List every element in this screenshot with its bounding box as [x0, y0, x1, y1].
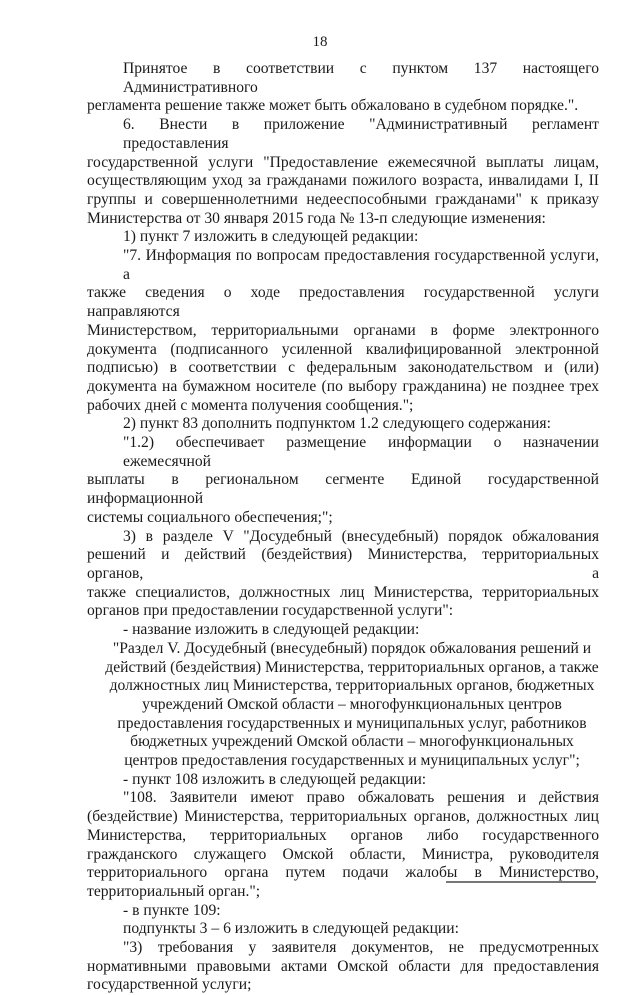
text-line: "7. Информация по вопросам предоставления государственной услуги, а [123, 247, 599, 283]
text-line: 3) в разделе V "Досудебный (внесудебный) порядок обжалования [123, 527, 599, 545]
text-line: Принятое в соответствии с пунктом 137 настоящего Административного [123, 60, 599, 96]
text-line: территориального органа путем подачи жалобы в Министерство, [87, 864, 599, 882]
text-line: Министерством, территориальными органами в форме электронного [87, 321, 599, 339]
text-line: органов при предоставлении государственной услуги": [87, 602, 454, 620]
text-line: документа на бумажном носителе (по выбору гражданина) не позднее трех [87, 377, 599, 395]
text-line: Министерства, территориальных органов либо государственного [87, 826, 599, 844]
text-line: государственной услуги; [87, 976, 252, 994]
text-line: также сведения о ходе предоставления государственной услуги направляются [87, 284, 599, 321]
text-line: подписью) в соответствии с федеральным законодательством и (или) [87, 359, 599, 377]
text-line: - название изложить в следующей редакции: [123, 621, 420, 639]
text-line: 2) пункт 83 дополнить подпунктом 1.2 следующего содержания: [123, 415, 551, 433]
text-line: выплаты в региональном сегменте Единой государственной информационной [87, 471, 599, 508]
text-line: Министерства от 30 января 2015 года № 13-п следующие изменения: [87, 209, 546, 227]
scan-artifact-line [446, 881, 596, 883]
text-line: 6. Внести в приложение "Административный регламент предоставления [123, 116, 599, 152]
text-line: "3) требования у заявителя документов, не предусмотренных [123, 939, 599, 957]
text-line: документа (подписанного усиленной квалифицированной электронной [87, 340, 599, 358]
text-line: - пункт 108 изложить в следующей редакции: [123, 770, 427, 788]
text-line: учреждений Омской области – многофункциональных центров [142, 695, 562, 713]
text-line: - в пункте 109: [123, 901, 221, 919]
text-line: рабочих дней с момента получения сообщения."; [87, 396, 414, 414]
text-line: должностных лиц Министерства, территориальных органов, бюджетных [109, 677, 595, 695]
text-line: 1) пункт 7 изложить в следующей редакции: [123, 228, 419, 246]
text-line: "Раздел V. Досудебный (внесудебный) порядок обжалования решений и [112, 639, 592, 657]
text-line: центров предоставления государственных и муниципальных услуг"; [124, 752, 580, 770]
text-line: также специалистов, должностных лиц Министерства, территориальных [87, 583, 599, 601]
page-number: 18 [312, 34, 328, 50]
text-line: регламента решение также может быть обжаловано в судебном порядке.". [87, 97, 579, 115]
text-line: осуществляющим уход за гражданами пожилого возраста, инвалидами I, II [87, 172, 599, 190]
text-line: действий (бездействия) Министерства, территориальных органов, а также [105, 658, 599, 676]
text-line: предоставления государственных и муниципальных услуг, работников [117, 714, 587, 732]
text-line: гражданского служащего Омской области, Министра, руководителя [87, 845, 599, 863]
text-line: "1.2) обеспечивает размещение информации о назначении ежемесячной [123, 434, 599, 470]
text-line: решений и действий (бездействия) Министерства, территориальных органов, а [87, 546, 599, 582]
text-line: "108. Заявители имеют право обжаловать решения и действия [123, 789, 599, 807]
document-body [87, 60, 599, 995]
text-line: системы социального обеспечения;"; [87, 508, 333, 526]
text-line: территориальный орган."; [87, 882, 261, 900]
text-line: подпункты 3 – 6 изложить в следующей редакции: [123, 920, 459, 938]
text-line: группы и совершеннолетними недееспособными гражданами" к приказу [87, 190, 599, 208]
text-line: нормативными правовыми актами Омской области для предоставления [87, 957, 599, 975]
text-line: государственной услуги "Предоставление ежемесячной выплаты лицам, [87, 153, 599, 171]
text-line: (бездействие) Министерства, территориальных органов, должностных лиц [87, 808, 599, 826]
text-line: бюджетных учреждений Омской области – многофункциональных [130, 733, 574, 751]
